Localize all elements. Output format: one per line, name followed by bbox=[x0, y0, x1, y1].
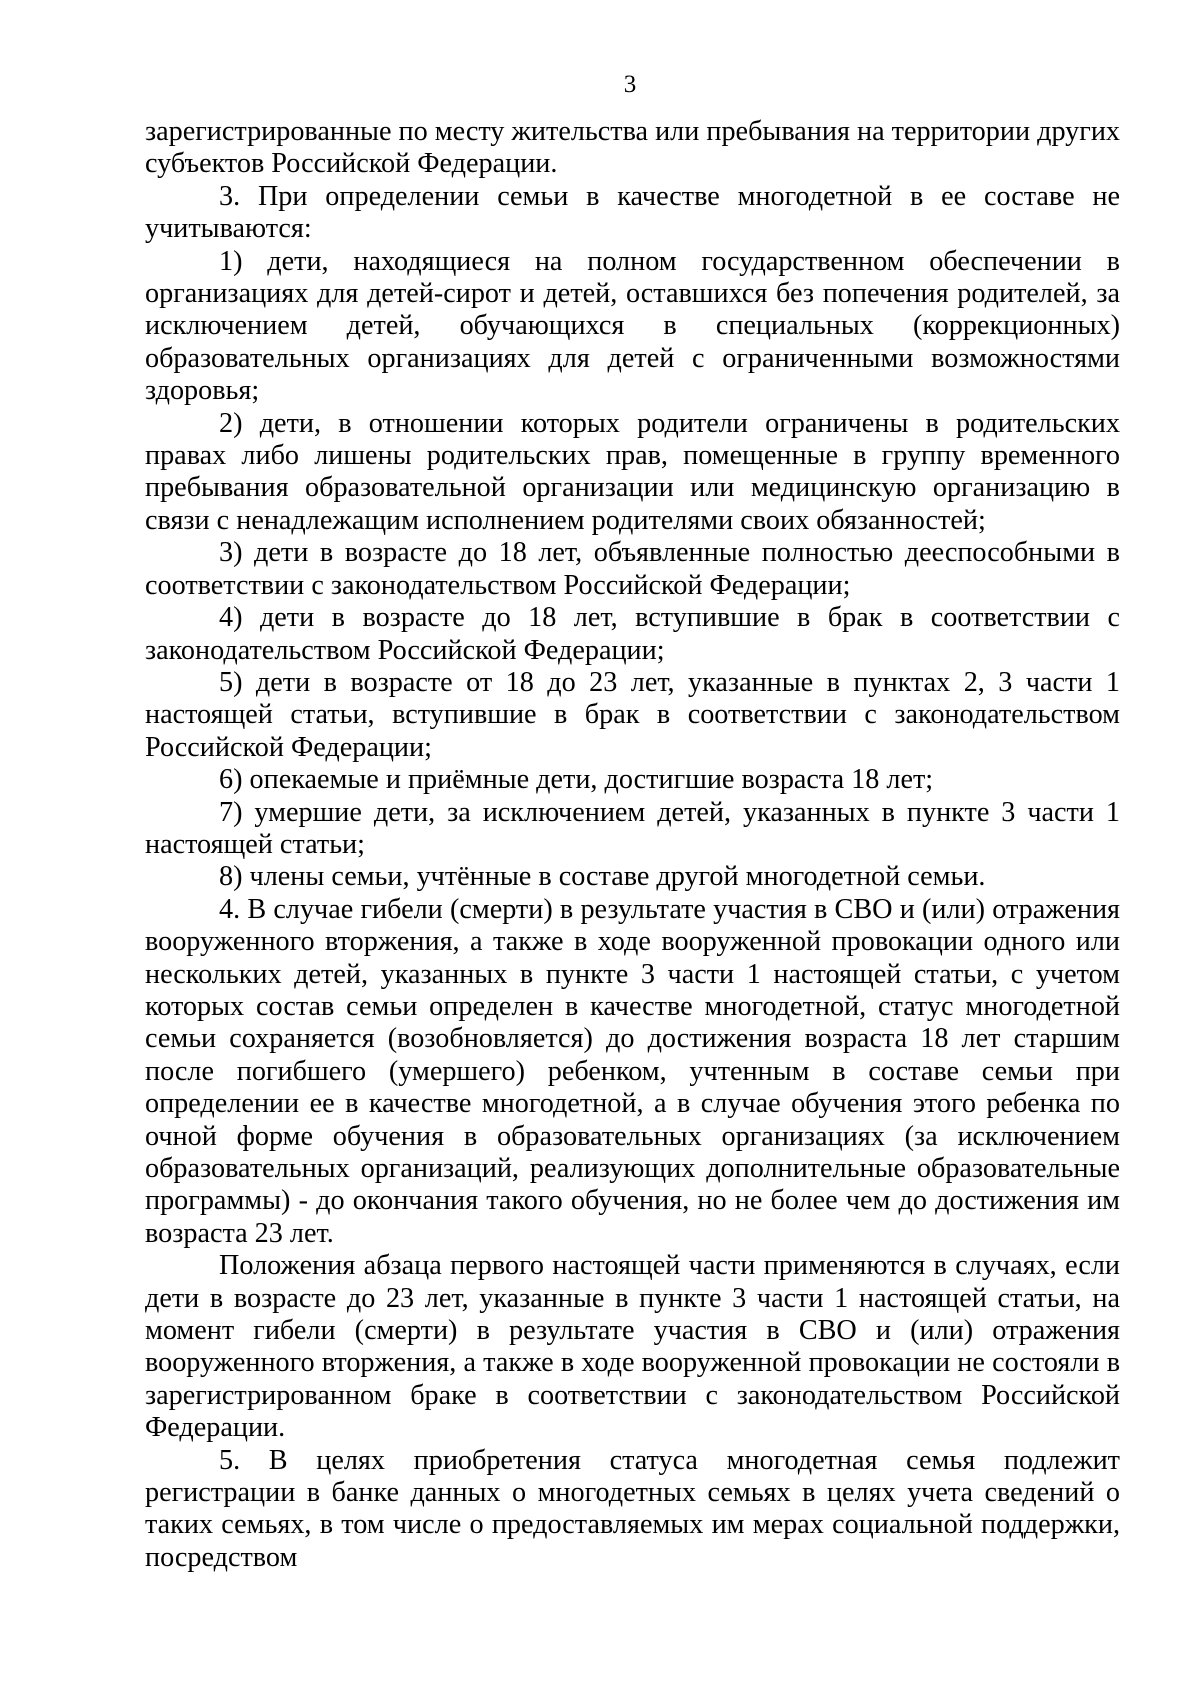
document-body bbox=[145, 116, 1120, 1574]
paragraph: 3) дети в возрасте до 18 лет, объявленные полностью дееспособными в соответствии с законодательством Российской Федерации; bbox=[145, 537, 1120, 601]
paragraph: Положения абзаца первого настоящей части применяются в случаях, если дети в возрасте до 23 лет, указанные в пункте 3 части 1 настоящей статьи, на момент гибели (смерти) в результате участия в СВО и (или) отражения вооруженного вторжения, а также в ходе вооруженной провокации не состояли в зарегистрированном браке в соответствии с законодательством Российской Федерации. bbox=[145, 1250, 1120, 1444]
paragraph: 1) дети, находящиеся на полном государственном обеспечении в организациях для детей-сирот и детей, оставшихся без попечения родителей, за исключением детей, обучающихся в специальных (коррекционных) образовательных организациях для детей с ограниченными возможностями здоровья; bbox=[145, 245, 1120, 407]
paragraph: 3. При определении семьи в качестве многодетной в ее составе не учитываются: bbox=[145, 180, 1120, 245]
paragraph: зарегистрированные по месту жительства или пребывания на территории других субъектов Российской Федерации. bbox=[145, 116, 1120, 180]
paragraph: 8) члены семьи, учтённые в составе другой многодетной семьи. bbox=[219, 861, 986, 893]
paragraph: 5. В целях приобретения статуса многодетная семья подлежит регистрации в банке данных о многодетных семьях в целях учета сведений о таких семьях, в том числе о предоставляемых им мерах социальной поддержки, посредством bbox=[145, 1444, 1120, 1573]
paragraph: 4) дети в возрасте до 18 лет, вступившие в брак в соответствии с законодательством Российской Федерации; bbox=[145, 602, 1120, 666]
paragraph: 7) умершие дети, за исключением детей, указанных в пункте 3 части 1 настоящей статьи; bbox=[145, 796, 1120, 860]
paragraph: 2) дети, в отношении которых родители ограничены в родительских правах либо лишены родительских прав, помещенные в группу временного пребывания образовательной организации или медицинскую организацию в связи с ненадлежащим исполнением родителями своих обязанностей; bbox=[145, 407, 1120, 536]
paragraph: 4. В случае гибели (смерти) в результате участия в СВО и (или) отражения вооруженного вторжения, а также в ходе вооруженной провокации одного или нескольких детей, указанных в пункте 3 части 1 настоящей статьи, с учетом которых состав семьи определен в качестве многодетной, статус многодетной семьи сохраняется (возобновляется) до достижения возраста 18 лет старшим после погибшего (умершего) ребенком, учтенным в составе семьи при определении ее в качестве многодетной, а в случае обучения этого ребенка по очной форме обучения в образовательных организациях (за исключением образовательных организаций, реализующих дополнительные образовательные программы) - до окончания такого обучения, но не более чем до достижения им возраста 23 лет. bbox=[145, 893, 1120, 1249]
paragraph: 6) опекаемые и приёмные дети, достигшие возраста 18 лет; bbox=[219, 764, 934, 796]
page-number: 3 bbox=[623, 71, 637, 98]
paragraph: 5) дети в возрасте от 18 до 23 лет, указанные в пунктах 2, 3 части 1 настоящей статьи, вступившие в брак в соответствии с законодательством Российской Федерации; bbox=[145, 666, 1120, 763]
